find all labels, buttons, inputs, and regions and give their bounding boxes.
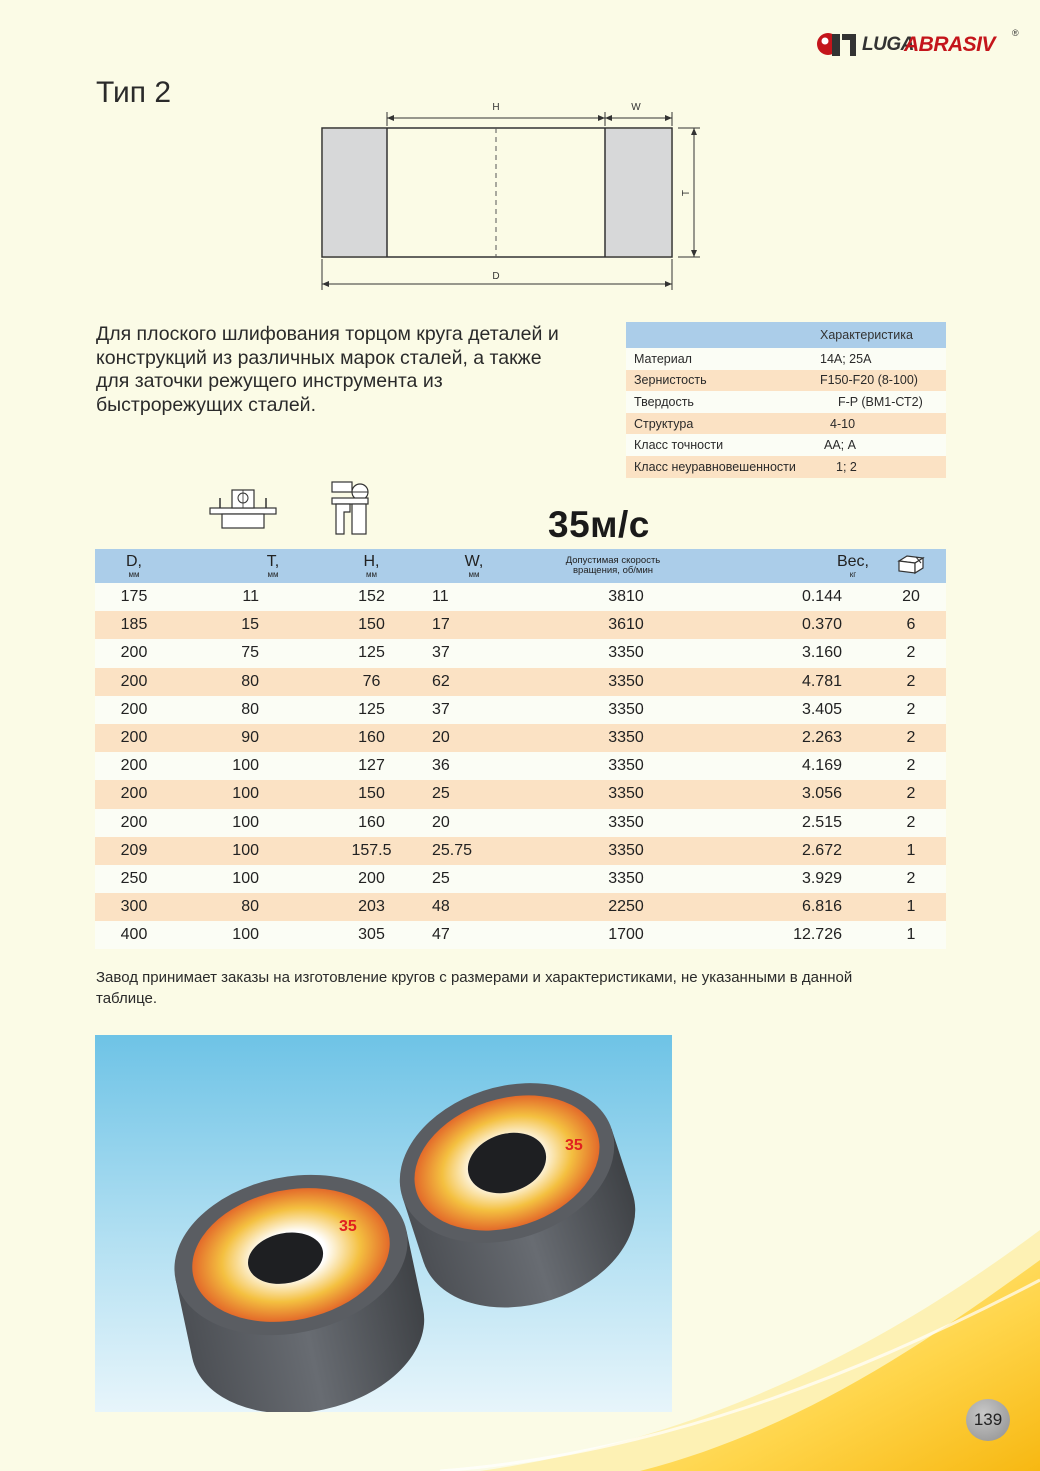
cell-w: 62 [420, 668, 528, 696]
cell-w: 36 [420, 752, 528, 780]
cell-d: 250 [95, 865, 173, 893]
char-label: Класс точности [626, 434, 812, 456]
col-header-d: D, мм [95, 549, 173, 583]
table-row [95, 639, 946, 667]
surface-grinding-machine-icon [208, 486, 280, 534]
char-value: F-P (ВМ1-СТ2) [812, 391, 946, 413]
characteristics-row [626, 348, 946, 370]
col-header-h: H, мм [323, 549, 420, 583]
col-header-pack [876, 549, 946, 583]
cell-d: 200 [95, 696, 173, 724]
cell-h: 200 [323, 865, 420, 893]
dim-label-d: D [492, 271, 500, 282]
cell-speed: 3350 [528, 724, 724, 752]
wheel-sizes-table [95, 549, 946, 949]
cell-h: 76 [323, 668, 420, 696]
back-wheel-speed-label: 35 [565, 1137, 583, 1154]
cell-pack: 20 [876, 583, 946, 611]
cell-h: 157.5 [323, 837, 420, 865]
cell-t: 100 [173, 837, 323, 865]
col-header-w: W, мм [420, 549, 528, 583]
registered-mark: ® [1012, 28, 1019, 38]
product-description: Для плоского шлифования торцом круга деталей и конструкций из различных марок сталей, а также для заточки режущего инструмента из быстрорежущих сталей. [96, 323, 559, 416]
cell-t: 80 [173, 668, 323, 696]
cell-speed: 3350 [528, 780, 724, 808]
char-label: Зернистость [626, 370, 812, 392]
cell-weight: 2.515 [724, 809, 876, 837]
logo-text-abrasiv: ABRASIV [904, 33, 996, 56]
cell-d: 200 [95, 668, 173, 696]
col-header-speed: Допустимая скорость вращения, об/мин [528, 549, 724, 583]
table-row [95, 724, 946, 752]
cell-h: 127 [323, 752, 420, 780]
cell-weight: 2.672 [724, 837, 876, 865]
char-value: АА; А [812, 434, 946, 456]
cell-speed: 3350 [528, 752, 724, 780]
cell-speed: 3350 [528, 809, 724, 837]
logo-mark-icon [816, 32, 858, 58]
cell-t: 100 [173, 865, 323, 893]
cell-pack: 1 [876, 893, 946, 921]
cell-h: 160 [323, 809, 420, 837]
cell-t: 75 [173, 639, 323, 667]
cell-h: 152 [323, 583, 420, 611]
cell-weight: 3.929 [724, 865, 876, 893]
cell-d: 400 [95, 921, 173, 949]
table-row [95, 696, 946, 724]
brand-logo [816, 28, 1026, 62]
cell-pack: 2 [876, 809, 946, 837]
cell-w: 25 [420, 780, 528, 808]
cell-d: 200 [95, 724, 173, 752]
col-header-weight: Вес, кг [724, 549, 876, 583]
custom-order-note: Завод принимает заказы на изготовление кругов с размерами и характеристиками, не указанными в данной таблице. [96, 969, 853, 1007]
cell-pack: 2 [876, 639, 946, 667]
cell-h: 150 [323, 611, 420, 639]
cell-t: 11 [173, 583, 323, 611]
dim-label-w: W [631, 102, 641, 113]
cell-h: 125 [323, 696, 420, 724]
wheel-left-section [323, 129, 387, 256]
cell-pack: 2 [876, 724, 946, 752]
cell-t: 100 [173, 780, 323, 808]
characteristics-row [626, 434, 946, 456]
cell-h: 150 [323, 780, 420, 808]
cell-d: 200 [95, 780, 173, 808]
cell-pack: 2 [876, 668, 946, 696]
cell-w: 47 [420, 921, 528, 949]
cell-t: 80 [173, 696, 323, 724]
cell-speed: 2250 [528, 893, 724, 921]
cell-weight: 0.370 [724, 611, 876, 639]
cell-t: 15 [173, 611, 323, 639]
cell-speed: 1700 [528, 921, 724, 949]
cell-pack: 2 [876, 780, 946, 808]
cell-weight: 3.056 [724, 780, 876, 808]
cell-h: 160 [323, 724, 420, 752]
cell-d: 175 [95, 583, 173, 611]
cell-weight: 12.726 [724, 921, 876, 949]
cell-weight: 0.144 [724, 583, 876, 611]
cell-w: 37 [420, 696, 528, 724]
table-row [95, 809, 946, 837]
table-row [95, 668, 946, 696]
cell-pack: 1 [876, 921, 946, 949]
cell-weight: 4.781 [724, 668, 876, 696]
cell-pack: 2 [876, 696, 946, 724]
front-wheel-speed-label: 35 [339, 1218, 357, 1235]
cell-h: 305 [323, 921, 420, 949]
char-label: Класс неуравновешенности [626, 456, 812, 478]
char-value: 4-10 [812, 413, 946, 435]
cell-d: 209 [95, 837, 173, 865]
characteristics-row [626, 391, 946, 413]
table-row [95, 752, 946, 780]
cell-weight: 2.263 [724, 724, 876, 752]
col-header-t: T, мм [173, 549, 323, 583]
cell-weight: 3.160 [724, 639, 876, 667]
cell-pack: 6 [876, 611, 946, 639]
cell-d: 300 [95, 893, 173, 921]
cell-d: 185 [95, 611, 173, 639]
cell-speed: 3350 [528, 837, 724, 865]
char-value: 1; 2 [812, 456, 946, 478]
cell-speed: 3350 [528, 696, 724, 724]
cell-weight: 4.169 [724, 752, 876, 780]
characteristics-row [626, 456, 946, 478]
cell-speed: 3350 [528, 668, 724, 696]
char-label: Твердость [626, 391, 812, 413]
cell-speed: 3350 [528, 865, 724, 893]
cell-w: 17 [420, 611, 528, 639]
product-photo [95, 1035, 672, 1412]
cell-d: 200 [95, 809, 173, 837]
max-speed-label: 35м/с [548, 504, 650, 545]
wheel-right-section [605, 129, 671, 256]
cell-pack: 2 [876, 865, 946, 893]
cell-w: 25 [420, 865, 528, 893]
cell-weight: 6.816 [724, 893, 876, 921]
cell-t: 100 [173, 752, 323, 780]
characteristics-row [626, 413, 946, 435]
cell-speed: 3350 [528, 639, 724, 667]
table-header-row [95, 549, 946, 583]
cell-w: 25.75 [420, 837, 528, 865]
cell-w: 48 [420, 893, 528, 921]
char-label: Материал [626, 348, 812, 370]
cell-pack: 1 [876, 837, 946, 865]
cell-d: 200 [95, 639, 173, 667]
char-label: Структура [626, 413, 812, 435]
cell-h: 125 [323, 639, 420, 667]
cell-d: 200 [95, 752, 173, 780]
page-title: Тип 2 [96, 76, 172, 109]
table-row [95, 865, 946, 893]
char-value: F150-F20 (8-100) [812, 370, 946, 392]
page-number: 139 [966, 1399, 1010, 1441]
cell-weight: 3.405 [724, 696, 876, 724]
char-value: 14А; 25А [812, 348, 946, 370]
table-row [95, 780, 946, 808]
cell-w: 11 [420, 583, 528, 611]
cell-t: 90 [173, 724, 323, 752]
characteristics-header: Характеристика [812, 322, 946, 348]
characteristics-row [626, 370, 946, 392]
characteristics-table [626, 322, 946, 478]
cell-t: 100 [173, 809, 323, 837]
table-row [95, 611, 946, 639]
cell-speed: 3610 [528, 611, 724, 639]
cell-w: 20 [420, 809, 528, 837]
logo-text-luga: LUGA [862, 34, 914, 55]
dim-label-t: T [681, 189, 692, 197]
table-row [95, 893, 946, 921]
characteristics-header-row [626, 322, 946, 348]
cell-w: 20 [420, 724, 528, 752]
cell-pack: 2 [876, 752, 946, 780]
table-row [95, 583, 946, 611]
table-row [95, 921, 946, 949]
dim-label-h: H [492, 102, 500, 113]
cell-t: 80 [173, 893, 323, 921]
cell-h: 203 [323, 893, 420, 921]
cell-speed: 3810 [528, 583, 724, 611]
tool-sharpening-machine-icon [326, 480, 376, 536]
cell-t: 100 [173, 921, 323, 949]
table-row [95, 837, 946, 865]
wheel-dimension-diagram [300, 96, 720, 296]
box-icon [896, 553, 926, 575]
cell-w: 37 [420, 639, 528, 667]
